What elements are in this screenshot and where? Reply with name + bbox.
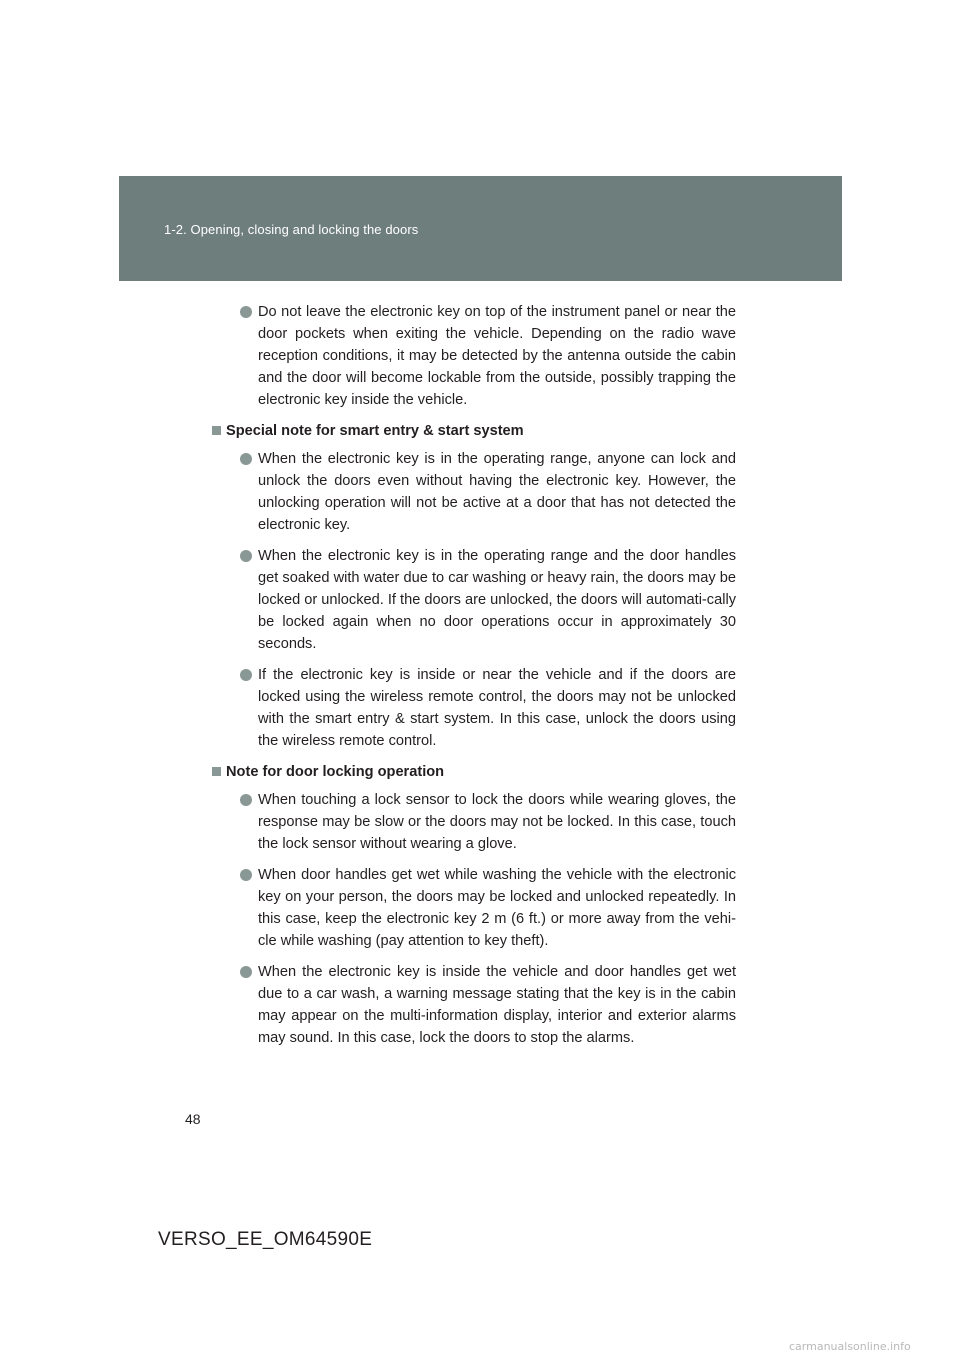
bullet-item: [212, 789, 736, 855]
section-heading: [212, 420, 736, 442]
bullet-item: [212, 664, 736, 752]
section-heading-text: Special note for smart entry & start system: [226, 423, 524, 439]
bullet-item: [212, 864, 736, 952]
bullet-text: Do not leave the electronic key on top of the instrument panel or near the door pockets when exiting the vehicle. Depending on the radio wave reception conditions, it may be detected by the antenna outside the cabin and the door will become lockable from the outside, possibly trapping the electronic key inside the vehicle.: [258, 304, 736, 408]
bullet-text: When door handles get wet while washing the vehicle with the electronic key on your person, the doors may be locked and unlocked repeatedly. In this case, keep the electronic key 2 m (6 ft.) or more away from the vehi-cle while washing (pay attention to key theft).: [258, 867, 736, 949]
section-square-icon: [212, 767, 221, 776]
bullet-circle-icon: [240, 453, 252, 465]
section-heading: [212, 761, 736, 783]
bullet-item: [212, 301, 736, 411]
bullet-circle-icon: [240, 306, 252, 318]
bullet-text: When the electronic key is in the operating range and the door handles get soaked with water due to car washing or heavy rain, the doors may be locked or unlocked. If the doors are unlocked, the doors will automati-cally be locked again when no door operations occur in approximately 30 seconds.: [258, 548, 736, 652]
bullet-circle-icon: [240, 550, 252, 562]
bullet-text: If the electronic key is inside or near the vehicle and if the doors are locked using the wireless remote control, the doors may not be unlocked with the smart entry & start system. In this case, unlock the doors using the wireless remote control.: [258, 667, 736, 749]
page-number: 48: [185, 1111, 201, 1127]
section-title: 1-2. Opening, closing and locking the doors: [164, 222, 419, 237]
section-heading-text: Note for door locking operation: [226, 764, 445, 780]
bullet-text: When the electronic key is in the operating range, anyone can lock and unlock the doors even without having the electronic key. However, the unlocking operation will not be active at a door that has not detected the electronic key.: [258, 451, 736, 533]
bullet-circle-icon: [240, 966, 252, 978]
document-code: VERSO_EE_OM64590E: [158, 1229, 373, 1250]
bullet-circle-icon: [240, 669, 252, 681]
bullet-item: [212, 961, 736, 1049]
header-band: [119, 176, 842, 281]
bullet-circle-icon: [240, 794, 252, 806]
bullet-text: When touching a lock sensor to lock the doors while wearing gloves, the response may be slow or the doors may not be locked. In this case, touch the lock sensor without wearing a glove.: [258, 792, 736, 852]
page-content: [212, 301, 736, 1058]
section-square-icon: [212, 426, 221, 435]
watermark: carmanualsonline.info: [789, 1340, 911, 1353]
bullet-circle-icon: [240, 869, 252, 881]
bullet-text: When the electronic key is inside the vehicle and door handles get wet due to a car wash, a warning message stating that the key is in the cabin may appear on the multi-information display, interior and exterior alarms may sound. In this case, lock the doors to stop the alarms.: [258, 964, 736, 1046]
bullet-item: [212, 545, 736, 655]
bullet-item: [212, 448, 736, 536]
